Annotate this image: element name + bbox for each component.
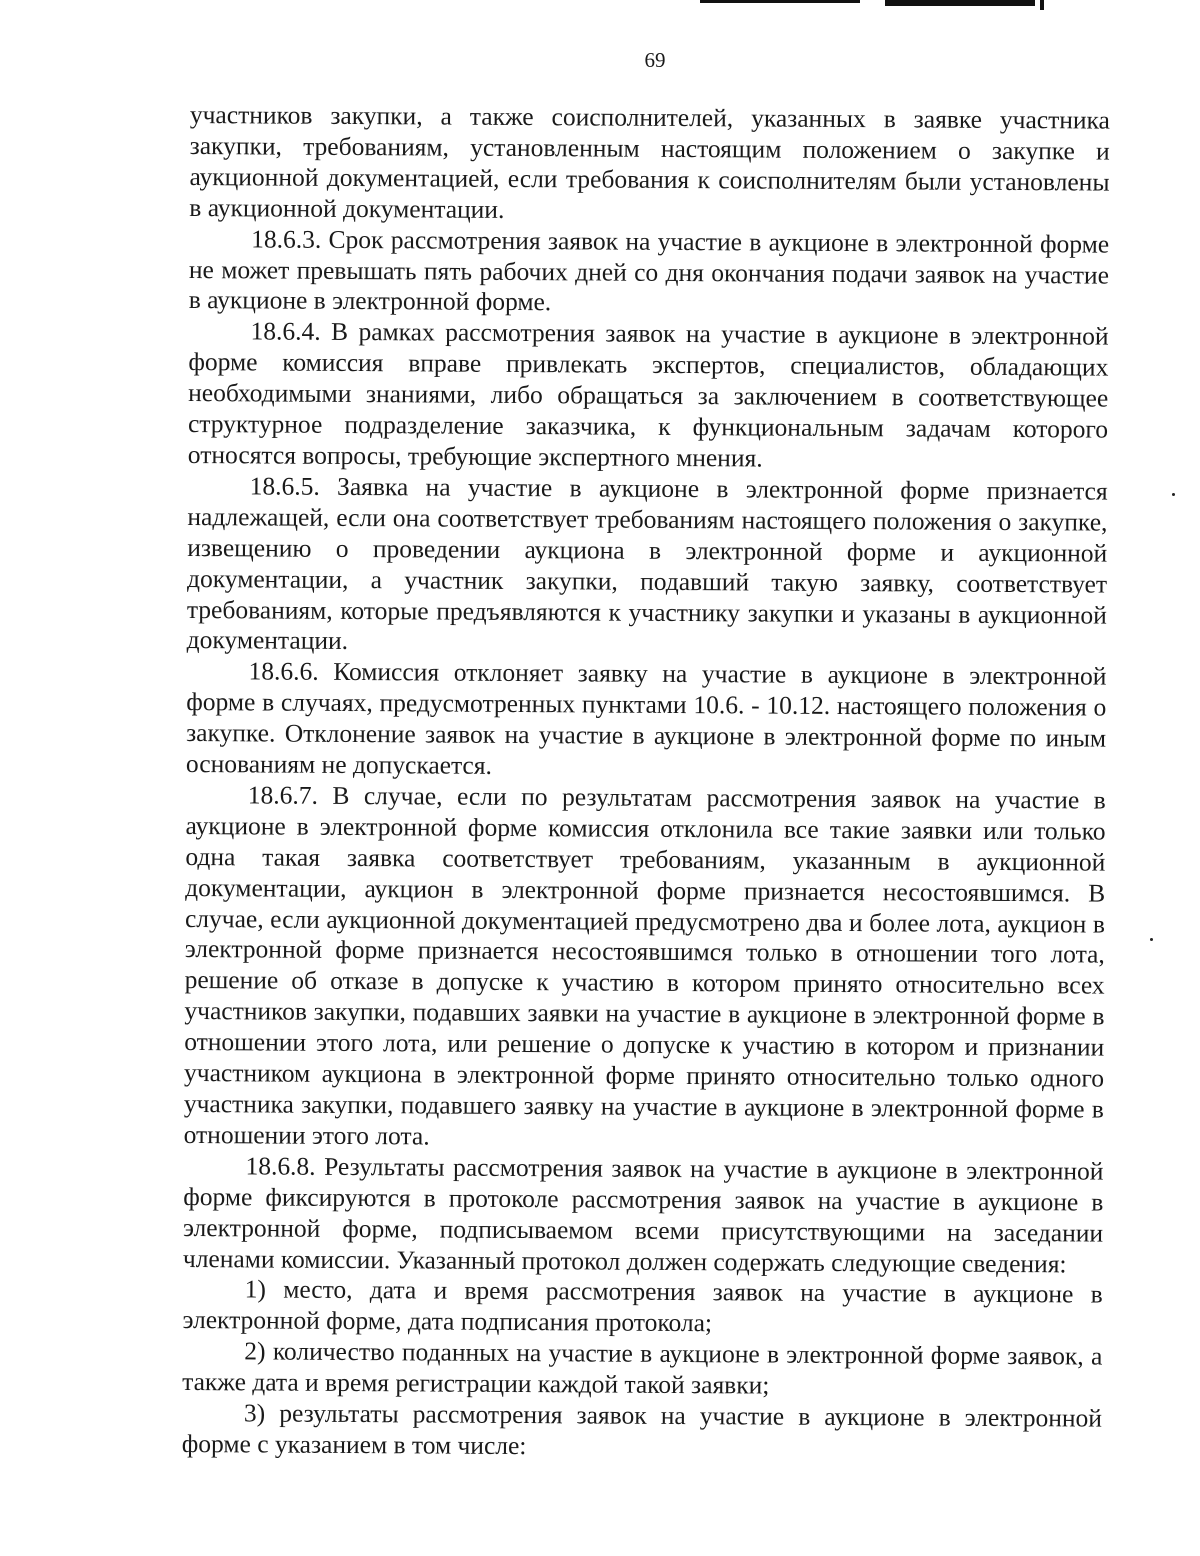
paragraph-18-6-5: 18.6.5. Заявка на участие в аукционе в электронной форме признается надлежащей, если она соответствует требованиям настоящего положения о закупке, извещению о проведении аукциона в электронной форме и аукционной документации, а участник закупки, подавший такую заявку, соответствует требованиям, которые предъявляются к участнику закупки и указаны в аукционной документации.	[186, 471, 1108, 656]
scan-speck	[1150, 938, 1153, 941]
paragraph-continuation: участников закупки, а также соисполнителей, указанных в заявке участника закупки, требованиям, установленным настоящим положением о закупке и аукционной документацией, если требования к соисполнителям были установлены в аукционной документации.	[189, 100, 1110, 224]
page-number: 69	[644, 48, 666, 72]
list-item-3: 3) результаты рассмотрения заявок на участие в аукционе в электронной форме с указанием в том числе:	[181, 1398, 1103, 1461]
list-item-1: 1) место, дата и время рассмотрения заявок на участие в аукционе в электронной форме, дата подписания протокола;	[182, 1274, 1103, 1338]
paragraph-18-6-8: 18.6.8. Результаты рассмотрения заявок на участие в аукционе в электронной форме фиксируются в протоколе рассмотрения заявок на участие в аукционе в электронной форме, подписываемом всеми присутствующими на заседании членами комиссии. Указанный протокол должен содержать следующие сведения:	[182, 1151, 1104, 1278]
scan-edge-mark	[700, 0, 860, 3]
document-body	[182, 100, 1110, 1465]
paragraph-18-6-7: 18.6.7. В случае, если по результатам рассмотрения заявок на участие в аукционе в электронной форме комиссия отклонила все такие заявки или только одна такая заявка соответствует требованиям, указанным в аукционной документации, аукцион в электронной форме признается несостоявшимся. В случае, если аукционной документацией предусмотрено два и более лота, аукцион в электронной форме признается несостоявшимся только в отношении того лота, решение об отказе в допуске к участию в котором принято относительно всех участников закупки, подавших заявки на участие в аукционе в электронной форме в отношении этого лота, или решение о допуске к участию в котором и признании участником аукциона в электронной форме принято относительно только одного участника закупки, подавшего заявку на участие в аукционе в электронной форме в отношении этого лота.	[183, 780, 1106, 1151]
paragraph-18-6-6: 18.6.6. Комиссия отклоняет заявку на участие в аукционе в электронной форме в случаях, предусмотренных пунктами 10.6. - 10.12. настоящего положения о закупке. Отклонение заявок на участие в аукционе в электронной форме по иным основаниям не допускается.	[185, 656, 1107, 780]
scan-edge-mark	[885, 0, 1035, 6]
paragraph-18-6-3: 18.6.3. Срок рассмотрения заявок на участие в аукционе в электронной форме не может превышать пять рабочих дней со дня окончания подачи заявок на участие в аукционе в электронной форме.	[188, 224, 1110, 317]
scan-edge-mark	[1040, 0, 1044, 10]
paragraph-18-6-4: 18.6.4. В рамках рассмотрения заявок на участие в аукционе в электронной форме комиссия вправе привлекать экспертов, специалистов, обладающих необходимыми знаниями, либо обращаться за заключением в соответствующее структурное подразделение заказчика, к функциональным задачам которого относятся вопросы, требующие экспертного мнения.	[187, 316, 1109, 473]
scan-speck	[1172, 493, 1175, 496]
list-item-2: 2) количество поданных на участие в аукционе в электронной форме заявок, а также дата и время регистрации каждой такой заявки;	[182, 1336, 1103, 1400]
